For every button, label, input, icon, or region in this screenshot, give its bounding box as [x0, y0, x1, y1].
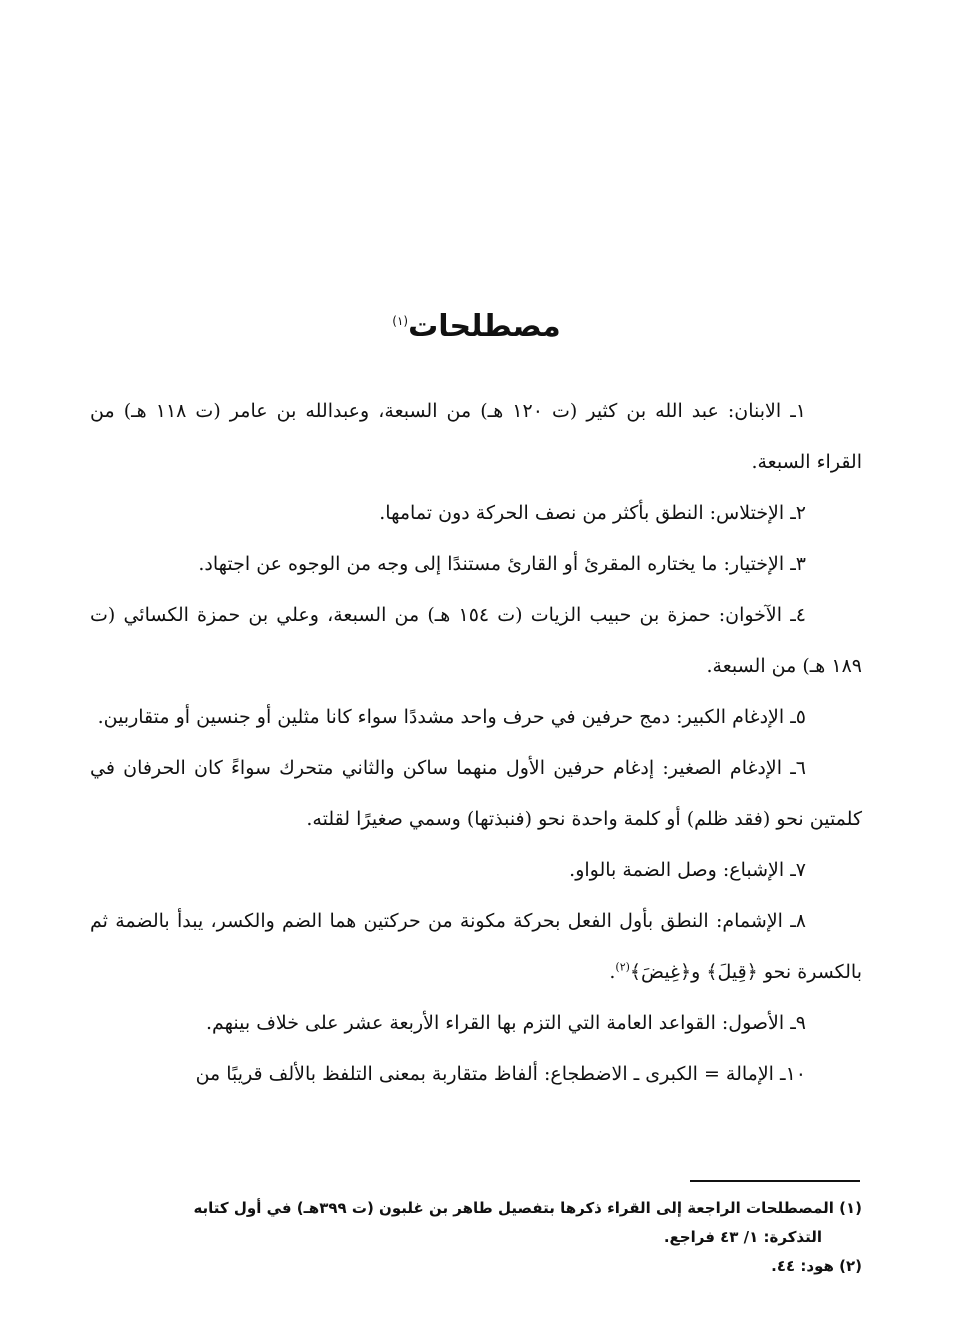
title-text: مصطلحات — [408, 309, 561, 344]
footnote-1-continuation: التذكرة: ١/ ٤٣ فراجع. — [663, 1228, 822, 1246]
term-entry-10: ١٠ـ الإمالة = الكبرى ـ الاضطجاع: ألفاظ متقاربة بمعنى التلفظ بالألف قريبًا من — [195, 1063, 806, 1085]
term-entry-8-tail: . — [609, 961, 616, 983]
footnote-2: (٢) هود: ٤٤. — [771, 1257, 862, 1275]
term-entry-3: ٣ـ الإختيار: ما يختاره المقرئ أو القارئ مستندًا إلى وجه من الوجوه عن اجتهاد. — [198, 553, 806, 575]
term-entry-4: ٤ـ الآخوان: حمزة بن حبيب الزيات (ت ١٥٤ هـ) من السبعة، وعلي بن حمزة الكسائي (ت ١٨٩ هـ) من السبعة. — [90, 604, 862, 677]
terms-list — [90, 386, 862, 1100]
term-entry-8-text: ٨ـ الإشمام: النطق بأول الفعل بحركة مكونة من حركتين هما الضم والكسر، يبدأ بالضمة ثم بالكسرة نحو ﴿قِيلَ﴾ و﴿غِيضَ﴾ — [90, 910, 862, 983]
footnote-separator — [690, 1180, 860, 1182]
term-entry-5: ٥ـ الإدغام الكبير: دمج حرفين في حرف واحد مشددًا سواء كانا مثلين أو جنسين أو متقاربين. — [97, 706, 806, 728]
term-entry-6: ٦ـ الإدغام الصغير: إدغام حرفين الأول منهما ساكن والثاني متحرك سواءً كان الحرفان في كلمتين نحو (فقد ظلم) أو كلمة واحدة نحو (فنبذتها) وسمي صغيرًا لقلته. — [90, 757, 862, 830]
entry-footnote-ref[interactable]: (٢) — [615, 960, 630, 974]
title-footnote-ref[interactable]: (١) — [392, 314, 409, 328]
term-entry-7: ٧ـ الإشباع: وصل الضمة بالواو. — [569, 859, 806, 881]
footnotes — [90, 1194, 862, 1281]
term-entry-9: ٩ـ الأصول: القواعد العامة التي التزم بها القراء الأربعة عشر على خلاف بينهم. — [205, 1012, 806, 1034]
term-entry-1: ١ـ الابنان: عبد الله بن كثير (ت ١٢٠ هـ) من السبعة، وعبدالله بن عامر (ت ١١٨ هـ) من القراء السبعة. — [90, 400, 862, 473]
page-title — [0, 296, 953, 352]
term-entry-2: ٢ـ الإختلاس: النطق بأكثر من نصف الحركة دون تمامها. — [379, 502, 806, 524]
footnote-1 — [90, 1194, 862, 1252]
term-entry-8 — [90, 896, 862, 998]
footnote-1-text: (١) المصطلحات الراجعة إلى القراء ذكرها بتفصيل طاهر بن غلبون (ت ٣٩٩هـ) في أول كتابه — [193, 1199, 862, 1217]
